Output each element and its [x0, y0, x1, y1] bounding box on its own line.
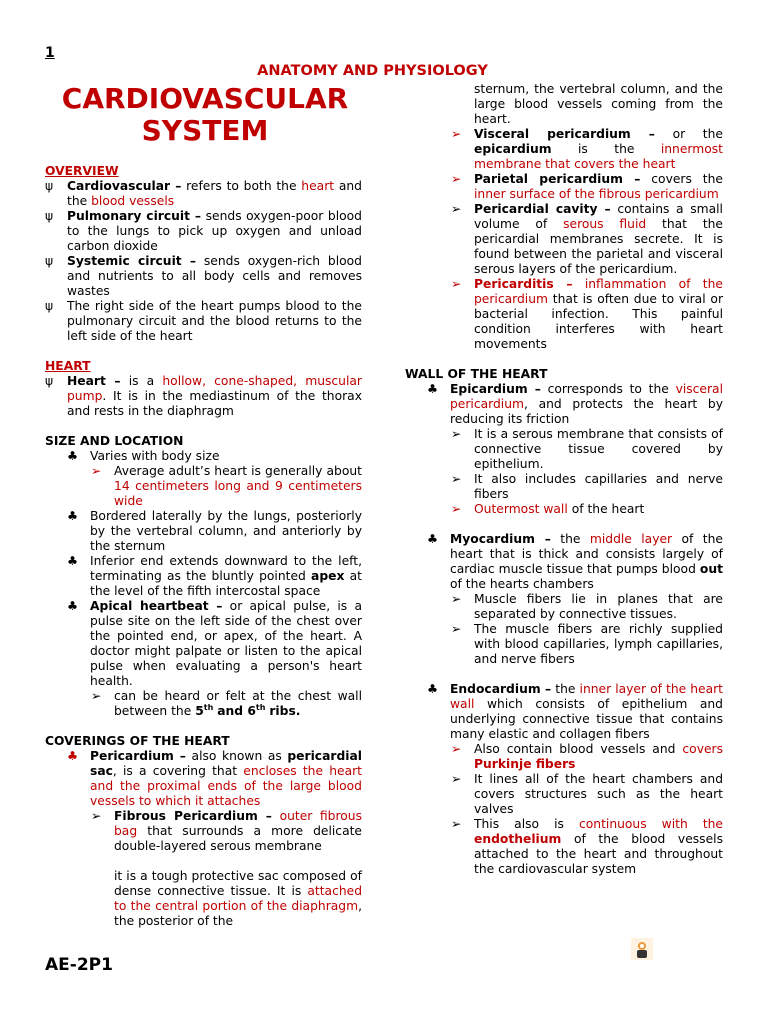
arrow-bullet-icon: ➢ [451, 277, 462, 291]
list-item: ♣ Bordered laterally by the lungs, posteriorly by the vertebral column, and anteriorly by the sternum [67, 509, 362, 553]
list-item: ♣ Apical heartbeat – or apical pulse, is a pulse site on the left side of the chest over the pointed end, or apex, of the heart. A doctor might palpate or listen to the apical pulse when evaluating a person's heart health. [67, 599, 362, 688]
arrow-bullet-icon: ➢ [91, 689, 102, 703]
club-bullet-icon: ♣ [67, 509, 79, 523]
club-bullet-icon: ♣ [427, 532, 439, 546]
list-item: ➢ Outermost wall of the heart [451, 502, 645, 516]
list-item: ♣ Inferior end extends downward to the left, terminating as the bluntly pointed apex at the level of the fifth intercostal space [67, 554, 362, 598]
list-item: ♣ Myocardium – the middle layer of the heart that is thick and consists largely of cardiac muscle tissue that pumps blood out of the hearts chambers [427, 532, 723, 591]
list-item: ➢ Muscle fibers lie in planes that are separated by connective tissues. [451, 592, 723, 621]
club-bullet-icon: ♣ [67, 599, 79, 613]
psi-bullet-icon: ψ [45, 299, 54, 313]
coverings-heading: COVERINGS OF THE HEART [45, 734, 230, 748]
list-item: ➢ It lines all of the heart chambers and covers structures such as the heart valves [451, 772, 723, 816]
list-item: ➢ This also is continuous with the endothelium of the blood vessels attached to the heart and throughout the cardiovascular system [451, 817, 723, 876]
page-number: 1 [45, 45, 55, 61]
club-bullet-icon: ♣ [67, 449, 79, 463]
list-item: ➢ Pericarditis – inflammation of the pericardium that is often due to viral or bacterial infection. This painful condition interferes with heart movements [451, 277, 723, 351]
list-item: ➢ Pericardial cavity – contains a small volume of serous fluid that the pericardial membranes secrete. It is found between the parietal and visceral serous layers of the pericardium. [451, 202, 723, 276]
list-item: ➢ Fibrous Pericardium – outer fibrous bag that surrounds a more delicate double-layered serous membrane [91, 809, 362, 853]
arrow-bullet-icon: ➢ [451, 202, 462, 216]
list-item: ψ Systemic circuit – sends oxygen-rich blood and nutrients to all body cells and removes wastes [45, 254, 362, 298]
arrow-bullet-icon: ➢ [451, 622, 462, 636]
list-item: ♣ Pericardium – also known as pericardial sac, is a covering that encloses the heart and the proximal ends of the large blood vessels to which it attaches [67, 749, 362, 808]
arrow-bullet-icon: ➢ [451, 742, 462, 756]
list-item: ψ The right side of the heart pumps blood to the pulmonary circuit and the blood returns to the left side of the heart [45, 299, 362, 343]
small-logo-icon [631, 938, 653, 960]
arrow-bullet-icon: ➢ [91, 809, 102, 823]
right-column [405, 82, 723, 877]
list-item: ψ Heart – is a hollow, cone-shaped, muscular pump. It is in the mediastinum of the thorax and rests in the diaphragm [45, 374, 362, 418]
club-bullet-icon: ♣ [427, 382, 439, 396]
list-item: ➢ Visceral pericardium – or the epicardium is the innermost membrane that covers the heart [451, 127, 723, 171]
list-item: ➢ It also includes capillaries and nerve fibers [451, 472, 723, 501]
list-item: ➢ can be heard or felt at the chest wall between the 5th and 6th ribs. [91, 689, 362, 718]
list-item: ♣ Endocardium – the inner layer of the heart wall which consists of epithelium and underlying connective tissue that contains many elastic and collagen fibers [427, 682, 724, 741]
arrow-bullet-icon: ➢ [451, 472, 462, 486]
list-item: ♣ Epicardium – corresponds to the visceral pericardium, and protects the heart by reducing its friction [427, 382, 723, 426]
club-bullet-icon: ♣ [67, 749, 79, 763]
wall-heading: WALL OF THE HEART [405, 367, 548, 381]
psi-bullet-icon: ψ [45, 374, 54, 388]
list-item: ψ Cardiovascular – refers to both the heart and the blood vessels [45, 179, 362, 208]
overview-heading: OVERVIEW [45, 164, 119, 178]
club-bullet-icon: ♣ [67, 554, 79, 568]
arrow-bullet-icon: ➢ [451, 772, 462, 786]
paragraph: sternum, the vertebral column, and the large blood vessels coming from the heart. [474, 82, 723, 126]
paragraph: it is a tough protective sac composed of dense connective tissue. It is attached to the central portion of the diaphragm, the posterior of the [114, 869, 362, 928]
arrow-bullet-icon: ➢ [451, 817, 462, 831]
arrow-bullet-icon: ➢ [451, 592, 462, 606]
psi-bullet-icon: ψ [45, 209, 54, 223]
left-column [45, 164, 362, 929]
arrow-bullet-icon: ➢ [91, 464, 102, 478]
document-title: CARDIOVASCULAR SYSTEM [61, 82, 349, 147]
header-title: ANATOMY AND PHYSIOLOGY [257, 63, 488, 79]
arrow-bullet-icon: ➢ [451, 172, 462, 186]
list-item: ψ Pulmonary circuit – sends oxygen-poor blood to the lungs to pick up oxygen and unload carbon dioxide [45, 209, 362, 253]
psi-bullet-icon: ψ [45, 254, 54, 268]
list-item: ♣ Varies with body size [67, 449, 220, 463]
list-item: ➢ The muscle fibers are richly supplied with blood capillaries, lymph capillaries, and nerve fibers [451, 622, 723, 666]
list-item: ➢ It is a serous membrane that consists of connective tissue covered by epithelium. [451, 427, 723, 471]
arrow-bullet-icon: ➢ [451, 127, 462, 141]
psi-bullet-icon: ψ [45, 179, 54, 193]
heart-heading: HEART [45, 359, 91, 373]
list-item: ➢ Parietal pericardium – covers the inner surface of the fibrous pericardium [451, 172, 723, 201]
list-item: ➢ Average adult’s heart is generally about 14 centimeters long and 9 centimeters wide [91, 464, 362, 508]
list-item: ➢ Also contain blood vessels and covers Purkinje fibers [451, 742, 723, 771]
arrow-bullet-icon: ➢ [451, 427, 462, 441]
club-bullet-icon: ♣ [427, 682, 439, 696]
size-location-heading: SIZE AND LOCATION [45, 434, 184, 448]
footer-code: AE-2P1 [45, 955, 113, 975]
arrow-bullet-icon: ➢ [451, 502, 462, 516]
